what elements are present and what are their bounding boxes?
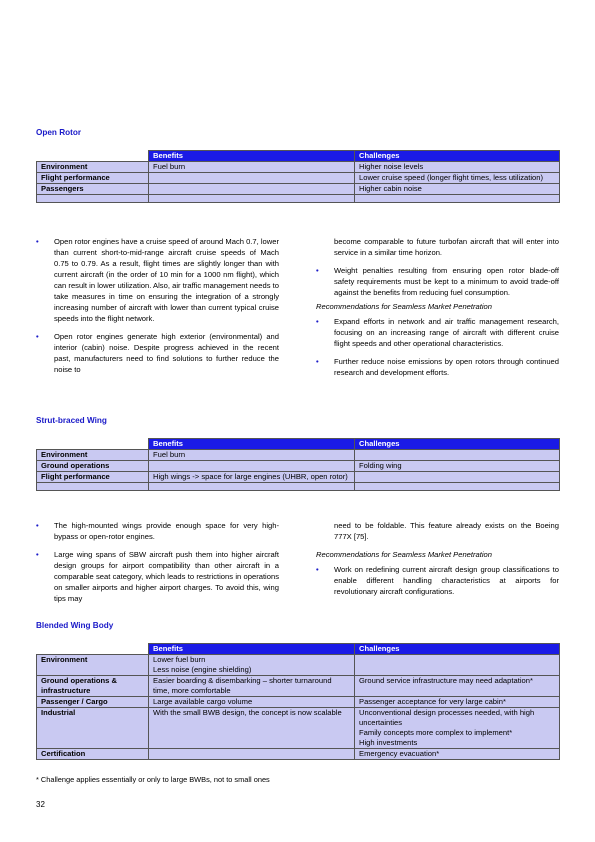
table-filler-row	[37, 195, 560, 203]
continued-text: need to be foldable. This feature already exists on the Boeing 777X [75].	[334, 521, 559, 541]
recommendations-title: Recommendations for Seamless Market Penetration	[316, 550, 493, 559]
header-blank-cell	[37, 644, 149, 655]
challenges-cell	[355, 655, 560, 676]
cell-line: High investments	[359, 738, 418, 747]
cell-line: Unconventional design processes needed, with high uncertainties	[359, 708, 535, 727]
table-row	[37, 676, 560, 697]
benefits-cell	[149, 749, 355, 760]
header-challenges: Challenges	[355, 439, 560, 450]
row-label: Environment	[37, 655, 149, 676]
table-row	[37, 749, 560, 760]
challenges-cell: Emergency evacuation*	[355, 749, 560, 760]
open-rotor-left-column	[36, 236, 279, 375]
header-blank-cell	[37, 439, 149, 450]
table-row	[37, 461, 560, 472]
cell-line: Lower fuel burn	[153, 655, 206, 664]
challenges-cell: Higher noise levels	[355, 162, 560, 173]
header-blank-cell	[37, 151, 149, 162]
open-rotor-table	[36, 150, 560, 203]
row-label: Flight performance	[37, 472, 149, 483]
challenges-cell	[355, 472, 560, 483]
challenges-cell: Lower cruise speed (longer flight times, less utilization)	[355, 173, 560, 184]
open-rotor-right-column	[316, 236, 559, 378]
benefits-cell	[149, 173, 355, 184]
benefits-cell: Fuel burn	[149, 450, 355, 461]
header-benefits: Benefits	[149, 439, 355, 450]
table-row	[37, 184, 560, 195]
header-challenges: Challenges	[355, 151, 560, 162]
challenges-cell: Ground service infrastructure may need adaptation*	[355, 676, 560, 697]
strut-braced-table	[36, 438, 560, 491]
header-challenges: Challenges	[355, 644, 560, 655]
row-label: Certification	[37, 749, 149, 760]
continued-text: become comparable to future turbofan aircraft that will enter into service in a similar time horizon.	[334, 237, 559, 257]
row-label: Ground operations	[37, 461, 149, 472]
challenges-cell: Higher cabin noise	[355, 184, 560, 195]
challenges-cell: Passenger acceptance for very large cabin*	[355, 697, 560, 708]
section-title-blended-wing-body: Blended Wing Body	[36, 621, 114, 630]
row-label: Industrial	[37, 708, 149, 749]
table-row	[37, 708, 560, 749]
benefits-cell: With the small BWB design, the concept is now scalable	[149, 708, 355, 749]
table-row	[37, 655, 560, 676]
challenges-cell	[355, 450, 560, 461]
header-benefits: Benefits	[149, 151, 355, 162]
row-label: Environment	[37, 162, 149, 173]
table-row	[37, 697, 560, 708]
header-benefits: Benefits	[149, 644, 355, 655]
recommendation-item: • Further reduce noise emissions by open rotors through continued research and development efforts.	[316, 356, 559, 378]
footnote: * Challenge applies essentially or only to large BWBs, not to small ones	[36, 775, 270, 784]
benefits-cell: High wings -> space for large engines (UHBR, open rotor)	[149, 472, 355, 483]
recommendation-item: • Expand efforts in network and air traffic management research, focusing on an increasing range of aircraft with different cruise flight speeds and other operational characteristics.	[316, 316, 559, 349]
row-label: Passenger / Cargo	[37, 697, 149, 708]
table-row	[37, 450, 560, 461]
row-label: Passengers	[37, 184, 149, 195]
bullet-item: • Weight penalties resulting from ensuring open rotor blade-off safety requirements must be kept to a minimum to avoid trade-off against the benefits from reducing fuel consumption.	[316, 265, 559, 298]
bullet-item: • The high-mounted wings provide enough space for very high-bypass or open-rotor engines.	[36, 520, 279, 542]
bullet-item: • Open rotor engines generate high exterior (environmental) and interior (cabin) noise. Despite progress achieved in the recent past, manufacturers need to find solutions to further reduce the noise to	[36, 331, 279, 375]
table-row	[37, 162, 560, 173]
bullet-item: • Open rotor engines have a cruise speed of around Mach 0.7, lower than current short-to-mid-range aircraft cruise speeds of Mach 0.75 to 0.79. As a result, flight times are slightly longer than with current aircraft (in the order of 10 min for a 1000 nm flight), which can result in lower utilization. Also, air traffic management needs to take measures in time on ensuring the integration of a strongly increasing number of aircraft with lower than current typical cruise speeds into the flight network.	[36, 236, 279, 324]
benefits-cell	[149, 184, 355, 195]
bullet-item: • Large wing spans of SBW aircraft push them into higher aircraft design groups for airport compatibility than other aircraft in a comparable seat category, which leads to restrictions in operations on smaller airports and higher airport charges. To avoid this, wing tips may	[36, 549, 279, 604]
table-row	[37, 173, 560, 184]
table-header-row	[37, 439, 560, 450]
challenges-cell	[355, 708, 560, 749]
benefits-cell: Fuel burn	[149, 162, 355, 173]
page-number: 32	[36, 800, 45, 809]
table-row	[37, 472, 560, 483]
benefits-cell: Easier boarding & disembarking – shorter turnaround time, more comfortable	[149, 676, 355, 697]
benefits-cell	[149, 655, 355, 676]
bwb-table	[36, 643, 560, 760]
section-title-strut-braced-wing: Strut-braced Wing	[36, 416, 107, 425]
table-filler-row	[37, 483, 560, 491]
recommendations-title: Recommendations for Seamless Market Penetration	[316, 302, 493, 311]
row-label: Ground operations & infrastructure	[37, 676, 149, 697]
row-label: Flight performance	[37, 173, 149, 184]
strut-braced-left-column	[36, 520, 279, 604]
strut-braced-right-column	[316, 520, 559, 597]
challenges-cell: Folding wing	[355, 461, 560, 472]
benefits-cell: Large available cargo volume	[149, 697, 355, 708]
recommendation-item: • Work on redefining current aircraft design group classifications to enable different handling characteristics at airports for revolutionary aircraft configurations.	[316, 564, 559, 597]
table-header-row	[37, 644, 560, 655]
cell-line: Less noise (engine shielding)	[153, 665, 252, 674]
cell-line: Family concepts more complex to implement*	[359, 728, 513, 737]
section-title-open-rotor: Open Rotor	[36, 128, 82, 137]
benefits-cell	[149, 461, 355, 472]
table-header-row	[37, 151, 560, 162]
row-label: Environment	[37, 450, 149, 461]
